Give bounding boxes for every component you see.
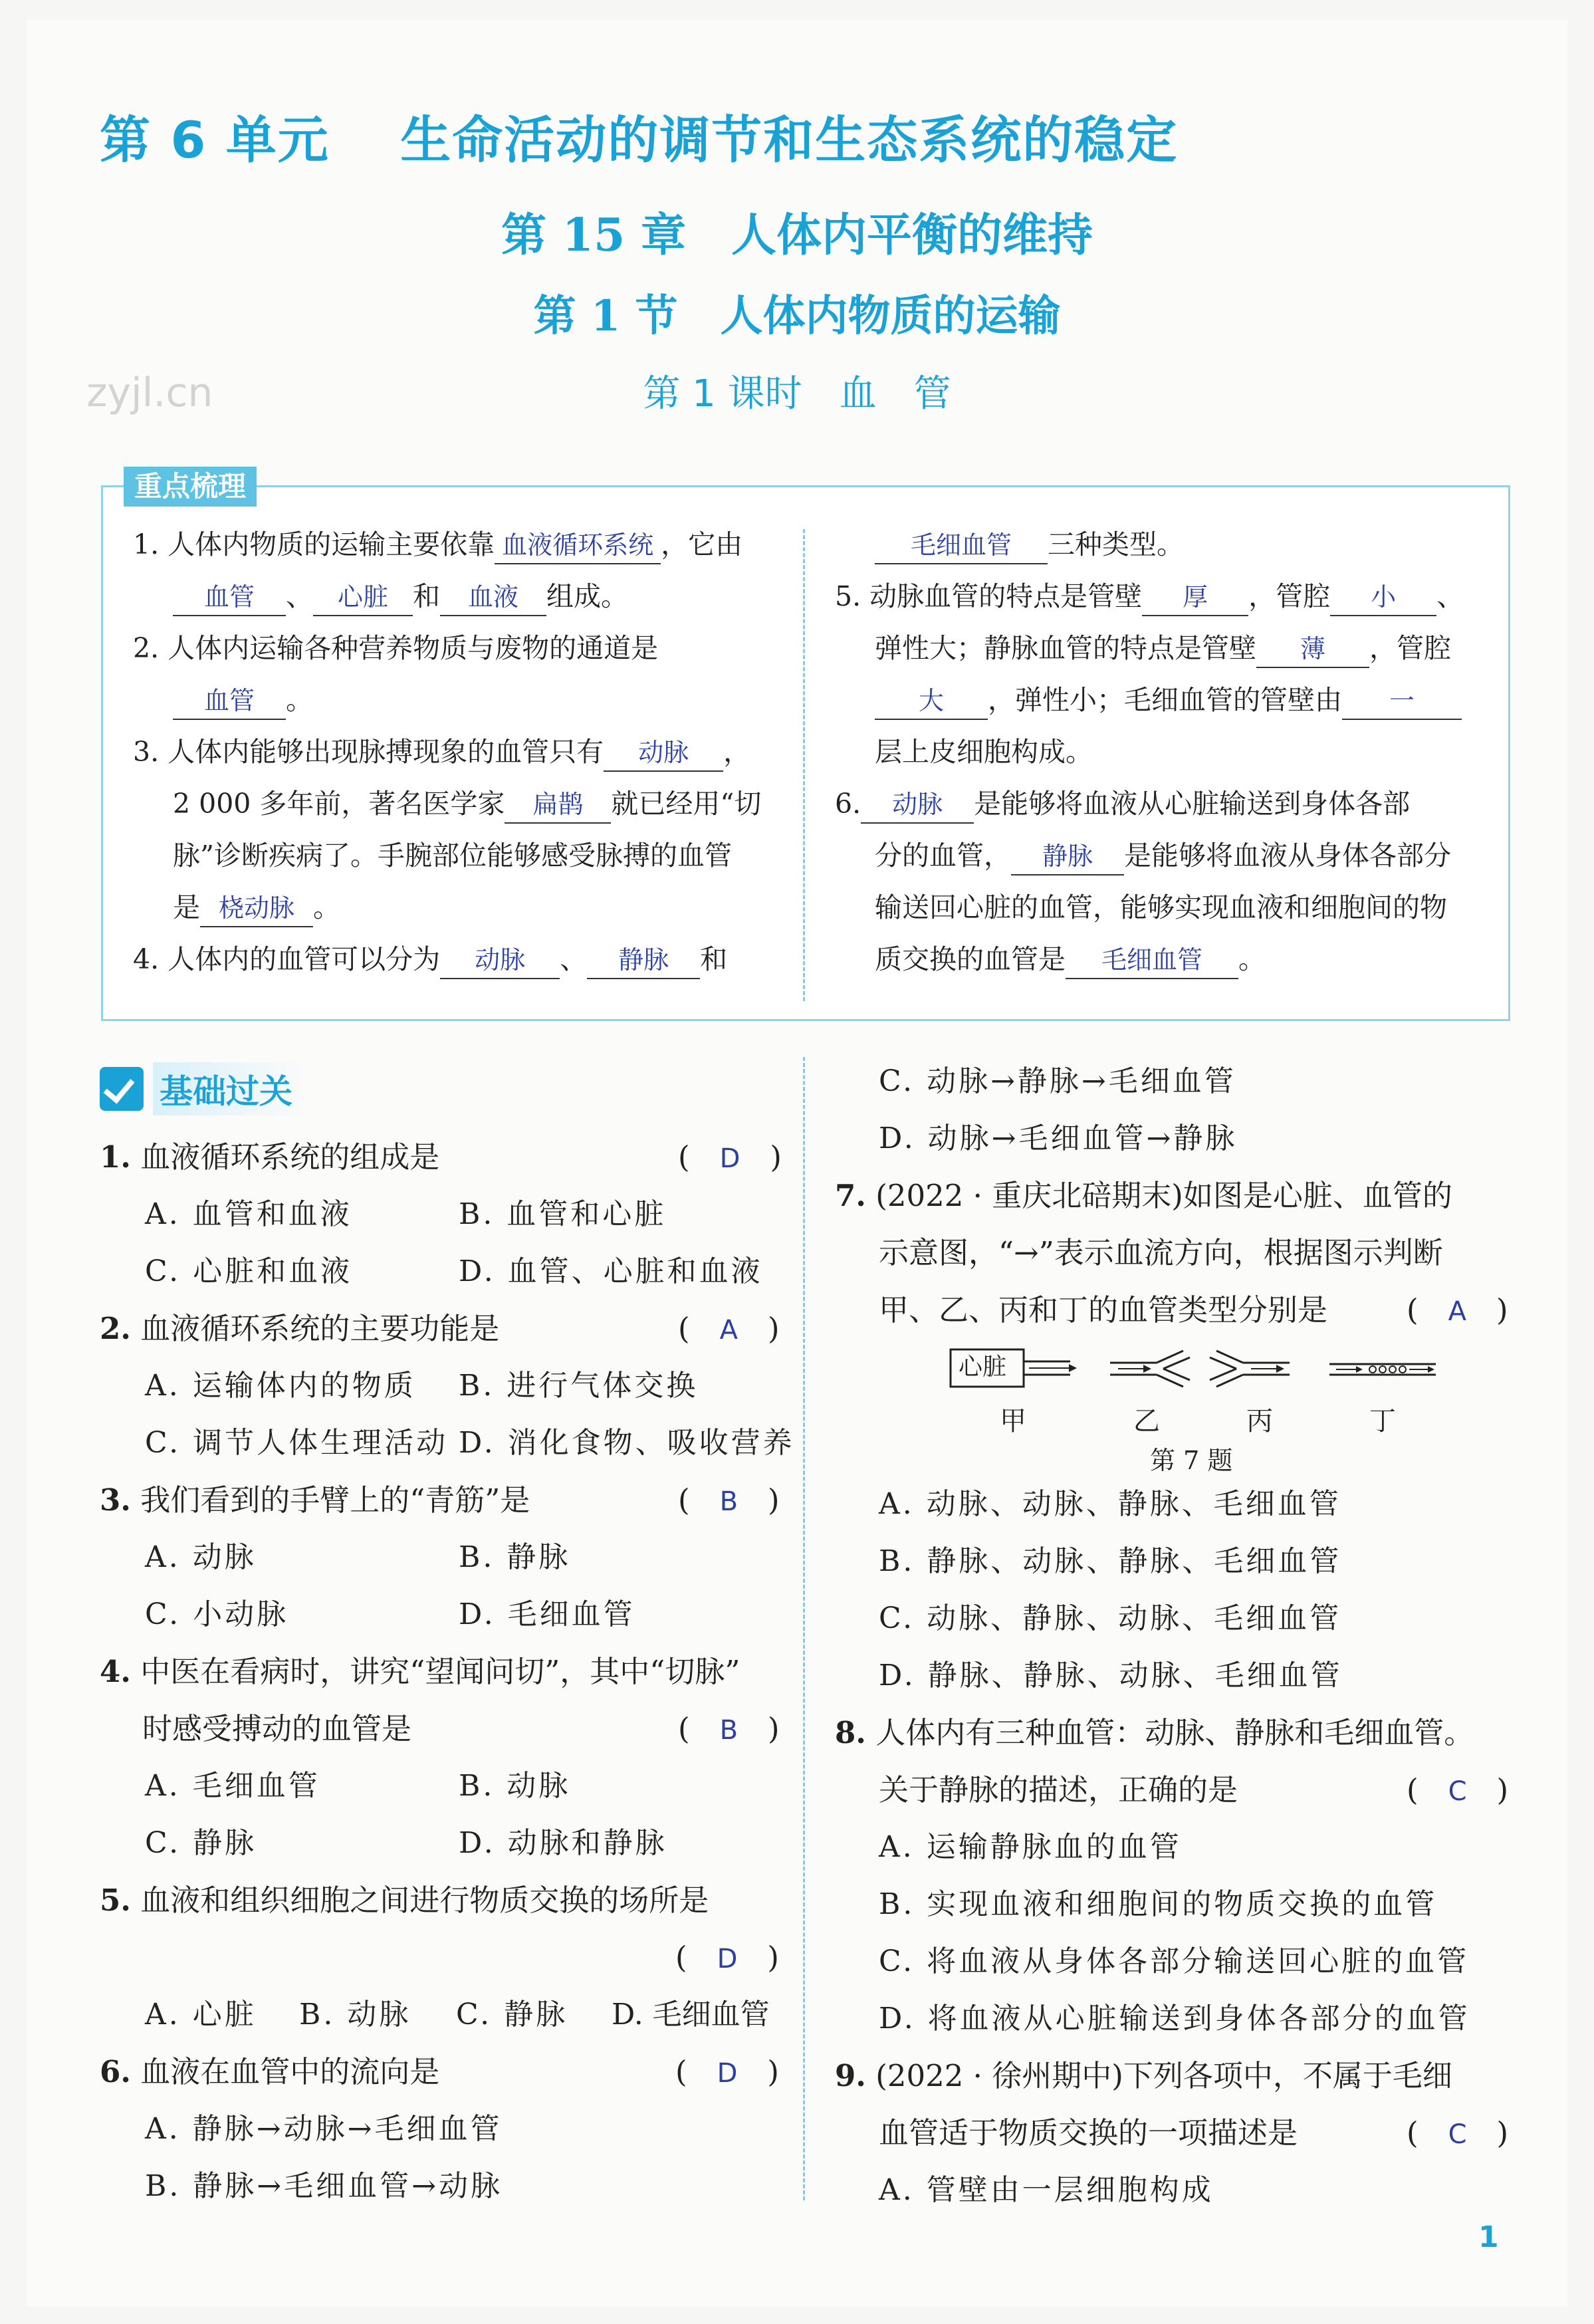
basic-section-title: 基础过关 bbox=[153, 1062, 308, 1115]
option: C. 心脏和血液 bbox=[145, 1254, 353, 1288]
option: D. 将血液从心脏输送到身体各部分的血管 bbox=[879, 2002, 1470, 2035]
option: C. 调节人体生理活动 bbox=[145, 1426, 449, 1460]
key-points-label: 重点梳理 bbox=[124, 467, 257, 507]
page-number: 1 bbox=[1478, 2220, 1499, 2254]
checkbox-icon bbox=[100, 1067, 144, 1111]
option: C. 动脉→静脉→毛细血管 bbox=[879, 1064, 1236, 1098]
option: D. 动脉→毛细血管→静脉 bbox=[879, 1121, 1238, 1155]
question-8: 8. 人体内有三种血管：动脉、静脉和毛细血管。 bbox=[835, 1715, 1474, 1750]
question-9: 9. (2022 · 徐州期中)下列各项中，不属于毛细 bbox=[835, 2058, 1452, 2093]
kp-line: 层上皮细胞构成。 bbox=[875, 736, 1093, 768]
question-1: 1. 血液循环系统的组成是 bbox=[100, 1139, 440, 1175]
unit-title: 第 6 单元 生命活动的调节和生态系统的稳定 bbox=[100, 110, 1179, 170]
label-bing: 丙 bbox=[1246, 1406, 1273, 1437]
option: B. 动脉 bbox=[459, 1769, 571, 1803]
option: C. 小动脉 bbox=[145, 1597, 289, 1631]
answer-4: ( B ) bbox=[678, 1711, 780, 1746]
basic-section-header bbox=[100, 1064, 308, 1114]
question-7-line2: 示意图，“→”表示血流方向，根据图示判断 bbox=[879, 1235, 1443, 1270]
kp-line: 大 ，弹性小；毛细血管的管壁由 一 bbox=[875, 678, 1462, 720]
question-9-line2: 血管适于物质交换的一项描述是 bbox=[879, 2115, 1298, 2150]
kp-line: 6. 动脉 是能够将血液从心脏输送到身体各部 bbox=[835, 782, 1410, 824]
option: B. 进行气体交换 bbox=[459, 1369, 699, 1403]
option: A. 运输静脉血的血管 bbox=[879, 1830, 1182, 1864]
kp-line: 2. 人体内运输各种营养物质与废物的通道是 bbox=[133, 632, 659, 664]
option: D. 静脉、静脉、动脉、毛细血管 bbox=[879, 1659, 1343, 1692]
question-6: 6. 血液在血管中的流向是 bbox=[100, 2054, 440, 2089]
answer-9: ( C ) bbox=[1407, 2115, 1509, 2150]
answer-7: ( A ) bbox=[1407, 1292, 1508, 1328]
question-7: 7. (2022 · 重庆北碚期末)如图是心脏、血管的 bbox=[835, 1178, 1452, 1213]
question-3: 3. 我们看到的手臂上的“青筋”是 bbox=[100, 1482, 530, 1518]
option: A. 运输体内的物质 bbox=[145, 1369, 416, 1403]
section-title: 第 1 节 人体内物质的运输 bbox=[533, 291, 1061, 341]
vessel-diagram bbox=[944, 1336, 1516, 1423]
option: A. 静脉→动脉→毛细血管 bbox=[145, 2112, 503, 2146]
kp-line: 血管 。 bbox=[173, 678, 313, 720]
option: B. 血管和心脏 bbox=[459, 1197, 667, 1231]
option: D. 毛细血管 bbox=[459, 1597, 635, 1631]
label-yi: 乙 bbox=[1133, 1406, 1160, 1437]
answer-3: ( B ) bbox=[678, 1482, 780, 1518]
option: D. 消化食物、吸收营养 bbox=[459, 1426, 795, 1460]
option: A. 血管和血液 bbox=[145, 1197, 352, 1231]
kp-line: 是 桡动脉 。 bbox=[173, 885, 340, 927]
option: B. 动脉 bbox=[299, 1998, 411, 2032]
question-5: 5. 血液和组织细胞之间进行物质交换的场所是 bbox=[100, 1883, 709, 1918]
option: C. 将血液从身体各部分输送回心脏的血管 bbox=[879, 1944, 1470, 1978]
key-points-divider bbox=[803, 529, 805, 1001]
heart-label: 心脏 bbox=[959, 1353, 1007, 1381]
question-8-line2: 关于静脉的描述，正确的是 bbox=[879, 1772, 1238, 1807]
option: A. 动脉、动脉、静脉、毛细血管 bbox=[879, 1487, 1341, 1521]
option: C. 动脉、静脉、动脉、毛细血管 bbox=[879, 1601, 1342, 1635]
option: A. 心脏 bbox=[145, 1998, 257, 2032]
lesson-title: 第 1 课时 血 管 bbox=[643, 372, 951, 415]
option: D. 动脉和静脉 bbox=[459, 1826, 667, 1860]
kp-line: 输送回心脏的血管，能够实现血液和细胞间的物 bbox=[875, 891, 1447, 923]
option: B. 静脉 bbox=[459, 1540, 571, 1574]
answer-6: ( D ) bbox=[675, 2054, 779, 2089]
option: B. 静脉、动脉、静脉、毛细血管 bbox=[879, 1544, 1342, 1578]
watermark: zyjl.cn bbox=[86, 370, 213, 416]
kp-line: 3. 人体内能够出现脉搏现象的血管只有 动脉 ， bbox=[133, 730, 750, 772]
question-4: 4. 中医在看病时，讲究“望闻问切”，其中“切脉” bbox=[100, 1654, 740, 1689]
kp-line: 毛细血管 三种类型。 bbox=[875, 523, 1184, 564]
kp-line: 质交换的血管是 毛细血管 。 bbox=[875, 937, 1266, 979]
question-4-line2: 时感受搏动的血管是 bbox=[142, 1711, 412, 1746]
column-divider bbox=[803, 1057, 805, 2200]
question-2: 2. 血液循环系统的主要功能是 bbox=[100, 1311, 500, 1346]
question-7-line3: 甲、乙、丙和丁的血管类型分别是 bbox=[879, 1292, 1328, 1328]
option: A. 动脉 bbox=[145, 1540, 257, 1574]
figure-caption: 第 7 题 bbox=[1150, 1446, 1233, 1475]
chapter-title: 第 15 章 人体内平衡的维持 bbox=[501, 209, 1093, 262]
option: D. 毛细血管 bbox=[612, 1998, 770, 2032]
kp-line: 4. 人体内的血管可以分为 动脉 、 静脉 和 bbox=[133, 937, 727, 979]
kp-line: 5. 动脉血管的特点是管壁 厚 ，管腔 小 、 bbox=[835, 574, 1464, 616]
option: A. 毛细血管 bbox=[145, 1769, 320, 1803]
option: B. 静脉→毛细血管→动脉 bbox=[145, 2169, 503, 2203]
answer-5: ( D ) bbox=[675, 1940, 779, 1975]
option: B. 实现血液和细胞间的物质交换的血管 bbox=[879, 1887, 1438, 1921]
label-jia: 甲 bbox=[1000, 1406, 1026, 1437]
kp-line: 血管 、 心脏 和 血液 组成。 bbox=[173, 574, 628, 616]
option: C. 静脉 bbox=[145, 1826, 257, 1860]
option: A. 管壁由一层细胞构成 bbox=[879, 2173, 1214, 2207]
figure-q7 bbox=[944, 1336, 1516, 1482]
option: C. 静脉 bbox=[456, 1998, 568, 2032]
kp-line: 分的血管， 静脉 是能够将血液从身体各部分 bbox=[875, 834, 1451, 875]
answer-1: ( D ) bbox=[678, 1139, 782, 1175]
kp-line: 脉”诊断疾病了。手腕部位能够感受脉搏的血管 bbox=[173, 840, 732, 872]
answer-2: ( A ) bbox=[678, 1311, 780, 1346]
option: D. 血管、心脏和血液 bbox=[459, 1254, 763, 1288]
answer-8: ( C ) bbox=[1407, 1772, 1509, 1807]
kp-line: 1. 人体内物质的运输主要依靠 血液循环系统 ，它由 bbox=[133, 523, 742, 564]
label-ding: 丁 bbox=[1369, 1406, 1396, 1437]
kp-line: 2 000 多年前，著名医学家 扁鹊 就已经用“切 bbox=[173, 782, 761, 824]
kp-line: 弹性大；静脉血管的特点是管壁 薄 ，管腔 bbox=[875, 626, 1451, 668]
